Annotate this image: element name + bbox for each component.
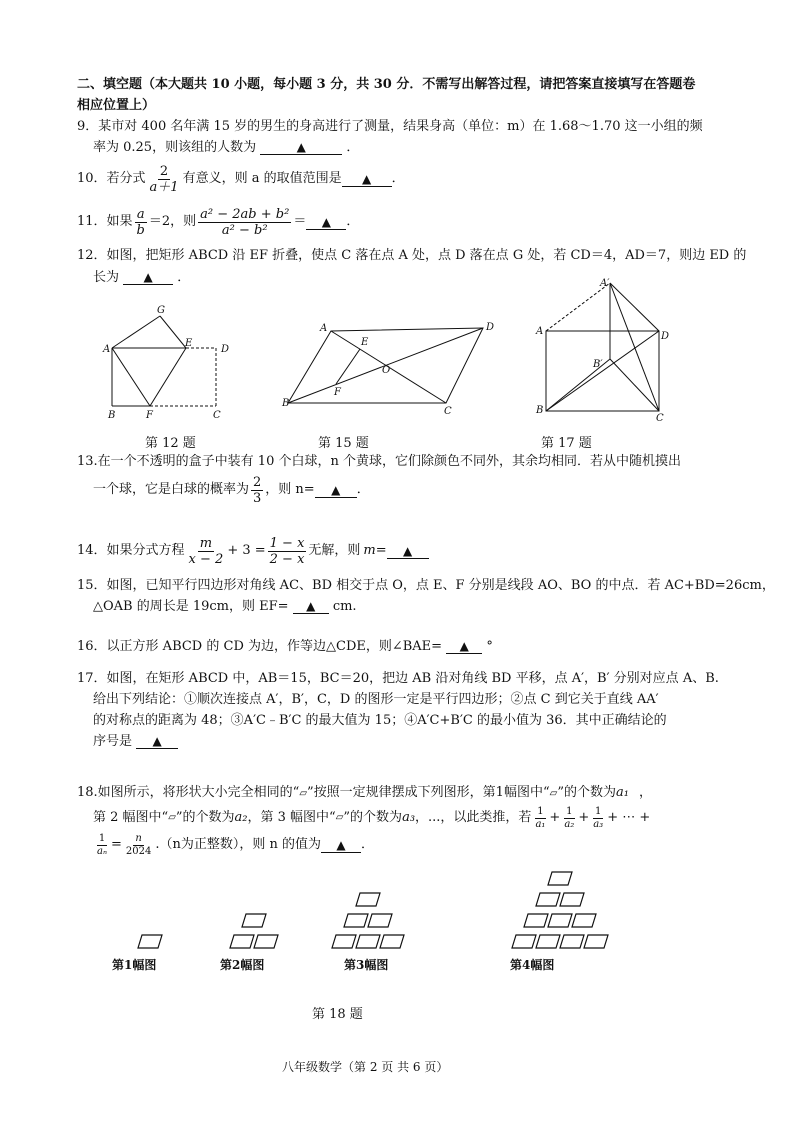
- caption-18: 第 18 题: [312, 1007, 363, 1022]
- label-C: C: [444, 406, 452, 417]
- parallelogram-shape: [536, 893, 560, 906]
- fraction: $\frac{\text{a² − 2ab + b²}}{\text{a² − b²}}$: [200, 206, 290, 238]
- label-C: C: [656, 413, 664, 424]
- answer-blank: ▲: [260, 140, 342, 155]
- q16: 16．以正方形 ABCD 的 CD 为边，作等边△CDE，则∠BAE= ▲ °: [77, 639, 493, 654]
- answer-blank: ▲: [123, 270, 173, 285]
- parallelogram-icon: ▱: [549, 788, 558, 799]
- label-B-prime: B′: [593, 359, 603, 370]
- label-A: A: [536, 326, 544, 337]
- parallelogram-shape: [344, 914, 368, 927]
- parallelogram-shape: [548, 872, 572, 885]
- parallelogram-shape: [524, 914, 548, 927]
- fraction: $\frac{2}{a+1}$: [149, 163, 179, 195]
- q15-line1: 15．如图，已知平行四边形对角线 AC、BD 相交于点 O，点 E、F 分别是线段 AO、BO 的中点．若 AC+BD=26cm，: [77, 578, 775, 593]
- label-F: F: [334, 387, 341, 398]
- figure-17: [530, 275, 675, 425]
- parallelogram-shape: [380, 935, 404, 948]
- q9-line2: 率为 0.25，则该组的人数为 ▲ ．: [93, 140, 360, 155]
- answer-blank: ▲: [387, 544, 429, 559]
- parallelogram-shape: [356, 935, 380, 948]
- answer-blank: ▲: [306, 215, 346, 230]
- label-D: D: [661, 331, 670, 342]
- parallelogram-shape: [368, 914, 392, 927]
- panel-label-2: 第2幅图: [220, 958, 265, 972]
- caption-15: 第 15 题: [318, 436, 369, 451]
- section-title: 二、填空题（本大题共 10 小题，每小题 3 分，共 30 分．不需写出解答过程，请把答案直接填写在答题卷: [77, 77, 696, 92]
- q13-line1: 13.在一个不透明的盒子中装有 10 个白球，n 个黄球，它们除颜色不同外，其余均相同．若从中随机摸出: [77, 454, 681, 469]
- parallelogram-shape: [572, 914, 596, 927]
- parallelogram-shape: [560, 893, 584, 906]
- panel-label-4: 第4幅图: [510, 958, 555, 972]
- parallelogram-shape: [230, 935, 254, 948]
- q11: 11．如果 $\frac{a}{b}$ ＝2，则 $\frac{\text{a² − 2ab + b²}}{\text{a² − b²}}$ ＝ ▲ ．: [77, 206, 360, 238]
- label-E: E: [185, 338, 193, 349]
- q15-line2: △OAB 的周长是 19cm，则 EF= ▲ cm.: [93, 599, 357, 614]
- panel-label-3: 第3幅图: [344, 958, 389, 972]
- label-D: D: [221, 344, 230, 355]
- page-footer: 八年级数学（第 2 页 共 6 页）: [282, 1060, 449, 1074]
- parallelogram-shape: [332, 935, 356, 948]
- q9-line1: 9．某市对 400 名年满 15 岁的男生的身高进行了测量，结果身高（单位：m）在 1.68～1.70 这一小组的频: [77, 119, 703, 134]
- parallelogram-shape: [138, 935, 162, 948]
- parallelogram-shape: [536, 935, 560, 948]
- figure-15: [278, 318, 503, 418]
- label-B: B: [282, 398, 290, 409]
- q10: 10．若分式 $\frac{2}{a+1}$ 有意义，则 a 的取值范围是 ▲ ．: [77, 163, 405, 195]
- caption-17: 第 17 题: [541, 436, 592, 451]
- label-A: A: [320, 323, 328, 334]
- parallelogram-icon: ▱: [299, 788, 308, 799]
- q18-line2: 第 2 幅图中“ ▱ ”的个数为 a₂ ，第 3 幅图中“ ▱ ”的个数为 a₃ ，...，以此类推，若 $\frac{1}{\text{a₁}}$ + $\frac{1}{\text{a₂}}$ + $\frac{1}{\text{a₃}}$ + ⋯ +: [93, 805, 651, 830]
- label-A: A: [103, 344, 111, 355]
- fraction: $\frac{1}{\text{a₃}}$: [593, 805, 604, 830]
- label-O: O: [382, 365, 391, 376]
- parallelogram-shape: [356, 893, 380, 906]
- q18-line1: 18.如图所示，将形状大小完全相同的“▱”按照一定规律摆成下列图形，第1幅图中“▱”的个数为a₁ ，: [77, 785, 652, 800]
- answer-blank: ▲: [342, 172, 392, 187]
- label-G: G: [157, 305, 165, 316]
- label-B: B: [108, 410, 116, 421]
- q14: 14．如果分式方程 $\frac{m}{x - 2}$ + 3 = $\frac{1 - x}{2 - x}$ 无解，则 m = ▲: [77, 533, 429, 569]
- answer-blank: ▲: [315, 483, 357, 498]
- parallelogram-shape: [560, 935, 584, 948]
- label-C: C: [213, 410, 221, 421]
- figure-18: [100, 855, 660, 980]
- answer-blank: ▲: [136, 734, 178, 749]
- parallelogram-shape: [512, 935, 536, 948]
- q13-line2: 一个球，它是白球的概率为 $\frac{2}{3}$ ，则 n= ▲ ．: [93, 474, 370, 506]
- fraction: $\frac{1}{\text{a₂}}$: [564, 805, 575, 830]
- fraction: $\frac{n}{2024}$: [125, 832, 152, 857]
- section-title-cont: 相应位置上）: [77, 98, 156, 113]
- fraction: $\frac{1 - x}{2 - x}$: [269, 535, 305, 567]
- q17-line4: 序号是 ▲: [93, 733, 178, 751]
- caption-12: 第 12 题: [145, 436, 196, 451]
- label-D: D: [486, 322, 495, 333]
- q17-line3: 的对称点的距离为 48；③A′C﹣B′C 的最大值为 15；④A′C+B′C 的最小值为 36．其中正确结论的: [93, 713, 667, 728]
- parallelogram-pattern: [138, 872, 608, 948]
- fraction: $\frac{1}{\text{a₁}}$: [535, 805, 546, 830]
- figure-12: [100, 300, 240, 425]
- q17-line2: 给出下列结论：①顺次连接点 A′，B′，C，D 的图形一定是平行四边形；②点 C 到它关于直线 AA′: [93, 692, 659, 707]
- label-A-prime: A′: [600, 278, 610, 289]
- parallelogram-shape: [242, 914, 266, 927]
- q12-line2: 长为 ▲ ．: [93, 270, 191, 285]
- fraction: $\frac{1}{\text{aₙ}}$: [97, 832, 108, 857]
- parallelogram-icon: ▱: [335, 812, 344, 823]
- fraction: $\frac{m}{x - 2}$: [188, 535, 224, 567]
- label-B: B: [536, 405, 544, 416]
- panel-label-1: 第1幅图: [112, 958, 157, 972]
- fraction: $\frac{2}{3}$: [253, 474, 262, 506]
- parallelogram-shape: [254, 935, 278, 948]
- label-F: F: [146, 410, 153, 421]
- q12-line1: 12．如图，把矩形 ABCD 沿 EF 折叠，使点 C 落在点 A 处，点 D 落在点 G 处，若 CD＝4，AD＝7，则边 ED 的: [77, 248, 747, 263]
- parallelogram-shape: [548, 914, 572, 927]
- q18-line3: $\frac{1}{\text{aₙ}}$ = $\frac{n}{2024}$ .（n为正整数），则 n 的值为 ▲ ．: [97, 832, 375, 857]
- label-E: E: [361, 337, 369, 348]
- q17-line1: 17．如图，在矩形 ABCD 中，AB＝15，BC＝20，把边 AB 沿对角线 BD 平移，点 A′，B′ 分别对应点 A、B.: [77, 671, 719, 686]
- answer-blank: ▲: [446, 639, 482, 654]
- fraction: $\frac{a}{b}$: [136, 206, 145, 238]
- parallelogram-shape: [584, 935, 608, 948]
- answer-blank: ▲: [321, 838, 361, 853]
- answer-blank: ▲: [293, 599, 329, 614]
- parallelogram-icon: ▱: [168, 812, 176, 823]
